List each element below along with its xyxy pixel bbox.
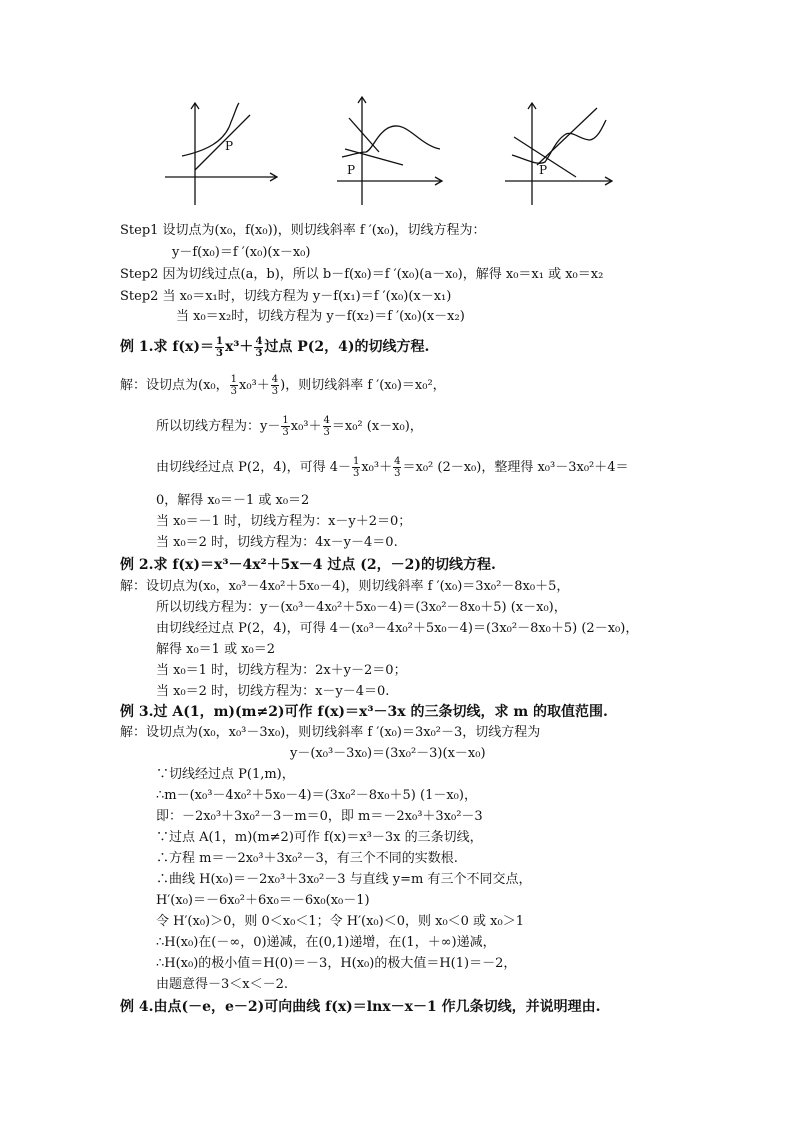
solution-2-line-5: 当 x₀＝1 时，切线方程为：2x＋y－2＝0； [156,663,407,678]
example-2-title: 例 2.求 f(x)＝x³－4x²＋5x－4 过点 (2，－2)的切线方程. [120,557,496,573]
solution-3-line-3: ∵切线经过点 P(1,m)， [156,767,295,782]
solution-3-line-5: 即：－2x₀³＋3x₀²－3－m＝0，即 m＝－2x₀³＋3x₀²－3 [156,809,483,824]
solution-1-line-5: 当 x₀＝－1 时，切线方程为：x－y＋2＝0； [156,514,412,529]
solution-1-line-6: 当 x₀＝2 时，切线方程为：4x－y－4＝0. [156,535,398,550]
step1-line: Step1 设切点为(x₀，f(x₀))，则切线斜率 f ′(x₀)，切线方程为： [120,223,486,238]
example-3-title: 例 3.过 A(1，m)(m≠2)可作 f(x)＝x³－3x 的三条切线，求 m 的取值范围. [120,704,608,720]
solution-1-line-1: 解：设切点为(x₀， $\frac{1}{3}$ x₀³＋ $\frac{4}{3}$ )，则切线斜率 f ′(x₀)＝x₀²， [120,374,446,397]
fraction-one-third: $\frac{1}{3}$ [215,335,223,359]
step3-line-a: Step2 当 x₀＝x₁时，切线方程为 y－f(x₁)＝f ′(x₀)(x－x₁) [120,289,452,304]
solution-3-line-8: ∴曲线 H(x₀)＝－2x₀³＋3x₀²－3 与直线 y=m 有三个不同交点， [156,872,532,887]
step2-line: Step2 因为切线过点(a，b)，所以 b－f(x₀)＝f ′(x₀)(a－x₀)，解得 x₀＝x₁ 或 x₀＝x₂ [120,267,604,282]
solution-2-line-3: 由切线经过点 P(2，4)，可得 4－(x₀³－4x₀²＋5x₀－4)＝(3x₀²－8x₀＋5) (2－x₀)， [156,621,639,636]
fraction-four-third: $\frac{4}{3}$ [255,335,263,359]
solution-2-line-4: 解得 x₀＝1 或 x₀＝2 [156,642,276,657]
fig1-label-p: P [225,139,234,153]
solution-2-line-6: 当 x₀＝2 时，切线方程为：x－y－4＝0. [156,684,390,699]
solution-3-line-4: ∴m－(x₀³－4x₀²＋5x₀－4)＝(3x₀²－8x₀＋5) (1－x₀)， [156,788,477,803]
solution-3-line-6: ∵过点 A(1，m)(m≠2)可作 f(x)＝x³－3x 的三条切线， [156,830,483,845]
solution-3-line-10: 令 H′(x₀)＞0，则 0＜x₀＜1；令 H′(x₀)＜0，则 x₀＜0 或 x₀＞1 [156,914,524,929]
solution-2-line-1: 解：设切点为(x₀，x₀³－4x₀²＋5x₀－4)，则切线斜率 f ′(x₀)＝3x₀²－8x₀＋5， [120,579,570,594]
fig2-line-a [349,118,379,152]
fig2-label-p: P [347,163,356,177]
solution-3-line-2: y－(x₀³－3x₀)＝(3x₀²－3)(x－x₀) [290,746,486,761]
fig1-tangent [195,115,250,170]
fig3-label-p: P [539,163,548,177]
solution-2-line-2: 所以切线方程为：y－(x₀³－4x₀²＋5x₀－4)＝(3x₀²－8x₀＋5) (x－x₀)， [156,600,567,615]
solution-3-line-9: H′(x₀)＝－6x₀²＋6x₀＝－6x₀(x₀－1) [156,893,370,908]
solution-1-line-3: 由切线经过点 P(2，4)，可得 4－ $\frac{1}{3}$ x₀³＋ $\frac{4}{3}$ ＝x₀² (2－x₀)，整理得 x₀³－3x₀²＋4＝ [156,456,629,479]
solution-1-line-4: 0，解得 x₀＝－1 或 x₀＝2 [156,493,310,508]
figure-1 [165,103,277,205]
solution-3-line-1: 解：设切点为(x₀，x₀³－3x₀)，则切线斜率 f ′(x₀)＝3x₀²－3，切线方程为 [120,725,541,740]
figure-2 [337,97,442,205]
tangent-figures [0,0,794,210]
example-1-title: 例 1.求 f(x)＝ $\frac{1}{3}$ x³＋ $\frac{4}{3}$ 过点 P(2，4)的切线方程. [120,335,430,359]
solution-3-line-7: ∴方程 m＝－2x₀³＋3x₀²－3，有三个不同的实数根. [156,851,458,866]
solution-3-line-13: 由题意得－3＜x＜－2. [156,977,289,992]
fig3-line-b [537,108,597,165]
step1-equation: y－f(x₀)＝f ′(x₀)(x－x₀) [172,245,311,260]
fig3-curve [512,120,606,163]
figure-3 [505,103,612,205]
example-4-title: 例 4.由点(－e，e－2)可向曲线 f(x)＝lnx－x－1 作几条切线，并说明理由. [120,999,601,1015]
step3-line-b: 当 x₀＝x₂时，切线方程为 y－f(x₂)＝f ′(x₀)(x－x₂) [176,309,465,324]
solution-1-line-2: 所以切线方程为：y－ $\frac{1}{3}$ x₀³＋ $\frac{4}{3}$ ＝x₀² (x－x₀)， [156,415,423,438]
solution-3-line-11: ∴H(x₀)在(－∞，0)递减，在(0,1)递增，在(1，＋∞)递减， [156,935,496,950]
solution-3-line-12: ∴H(x₀)的极小值＝H(0)＝－3，H(x₀)的极大值＝H(1)＝－2， [156,956,517,971]
